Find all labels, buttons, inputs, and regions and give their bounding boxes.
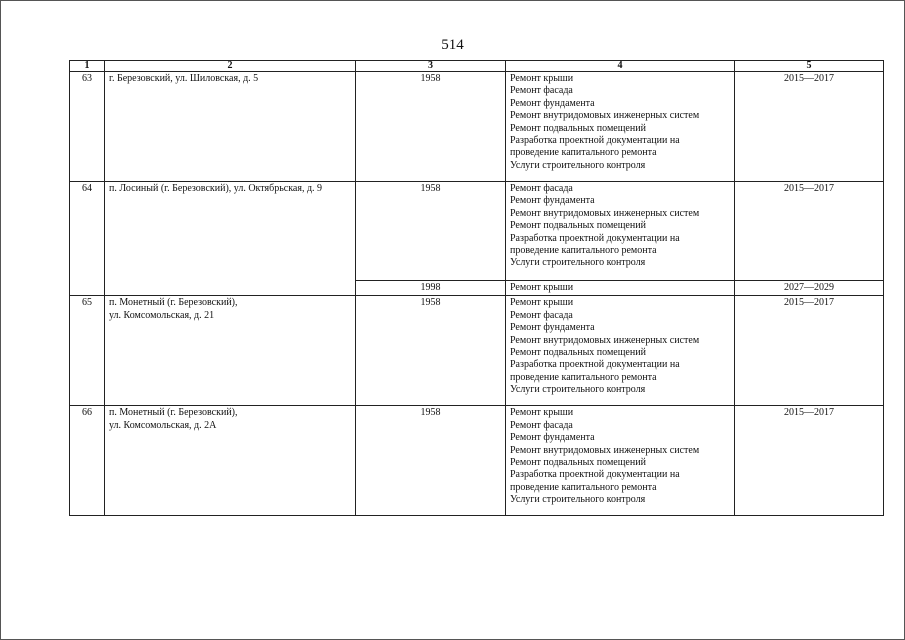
work-item: Ремонт подвальных помещений	[510, 457, 646, 469]
work-item: Ремонт фундамента	[510, 97, 595, 109]
year-cell: 1998	[356, 281, 506, 296]
works-cell	[506, 406, 735, 516]
table-header-row	[70, 61, 884, 72]
year-cell: 1958	[356, 72, 506, 182]
work-item: Ремонт крыши	[510, 297, 574, 309]
work-item: Ремонт внутридомовых инженерных систем	[510, 334, 700, 346]
work-item: Ремонт фундамента	[510, 322, 595, 334]
period-cell: 2015—2017	[735, 182, 884, 281]
table-body	[70, 72, 884, 516]
row-number-cell: 64	[70, 182, 105, 296]
work-item: Ремонт крыши	[510, 407, 574, 419]
work-item: Услуги строительного контроля	[510, 494, 646, 506]
work-item: Ремонт подвальных помещений	[510, 347, 646, 359]
period-cell: 2027—2029	[735, 281, 884, 296]
work-item: Ремонт фасада	[510, 183, 573, 194]
work-item: Ремонт внутридомовых инженерных систем	[510, 207, 700, 219]
address-cell: г. Березовский, ул. Шиловская, д. 5	[105, 72, 356, 182]
table-row	[70, 182, 884, 281]
table-row	[70, 72, 884, 182]
work-item: Ремонт фундамента	[510, 432, 595, 444]
row-number-cell: 65	[70, 296, 105, 406]
address-cell: п. Монетный (г. Березовский), ул. Комсомольская, д. 21	[105, 296, 356, 406]
table-row	[70, 406, 884, 516]
work-item: Ремонт внутридомовых инженерных систем	[510, 444, 700, 456]
work-item: Ремонт подвальных помещений	[510, 220, 646, 232]
year-cell: 1958	[356, 182, 506, 281]
column-header-3: 3	[356, 61, 506, 72]
work-item: Услуги строительного контроля	[510, 159, 646, 171]
work-item: проведение капитального ремонта	[510, 245, 657, 257]
work-item: проведение капитального ремонта	[510, 147, 657, 159]
work-item: Разработка проектной документации на	[510, 359, 680, 371]
address-cell: п. Монетный (г. Березовский), ул. Комсомольская, д. 2А	[105, 406, 356, 516]
column-header-4: 4	[506, 61, 735, 72]
works-cell	[506, 296, 735, 406]
work-item: Услуги строительного контроля	[510, 384, 646, 396]
row-number-cell: 63	[70, 72, 105, 182]
work-item: Ремонт фасада	[510, 85, 573, 97]
period-cell: 2015—2017	[735, 72, 884, 182]
address-cell: п. Лосиный (г. Березовский), ул. Октябрьская, д. 9	[105, 182, 356, 296]
work-item: Ремонт фасада	[510, 419, 573, 431]
column-header-5: 5	[735, 61, 884, 72]
work-item: Разработка проектной документации на	[510, 135, 680, 147]
work-item: Ремонт крыши	[510, 73, 574, 84]
work-item: Ремонт крыши	[510, 282, 574, 293]
repair-schedule-table	[69, 60, 884, 516]
column-header-1: 1	[70, 61, 105, 72]
work-item: Ремонт фасада	[510, 309, 573, 321]
work-item: проведение капитального ремонта	[510, 371, 657, 383]
work-item: Ремонт фундамента	[510, 195, 595, 207]
works-cell	[506, 281, 735, 296]
work-item: проведение капитального ремонта	[510, 481, 657, 493]
work-item: Ремонт внутридомовых инженерных систем	[510, 110, 700, 122]
year-cell: 1958	[356, 296, 506, 406]
work-item: Услуги строительного контроля	[510, 257, 646, 269]
works-cell	[506, 182, 735, 281]
period-cell: 2015—2017	[735, 296, 884, 406]
work-item: Разработка проектной документации на	[510, 232, 680, 244]
year-cell: 1958	[356, 406, 506, 516]
page-number: 514	[441, 37, 464, 53]
column-header-2: 2	[105, 61, 356, 72]
table-row	[70, 296, 884, 406]
work-item: Разработка проектной документации на	[510, 469, 680, 481]
works-cell	[506, 72, 735, 182]
work-item: Ремонт подвальных помещений	[510, 122, 646, 134]
row-number-cell: 66	[70, 406, 105, 516]
period-cell: 2015—2017	[735, 406, 884, 516]
